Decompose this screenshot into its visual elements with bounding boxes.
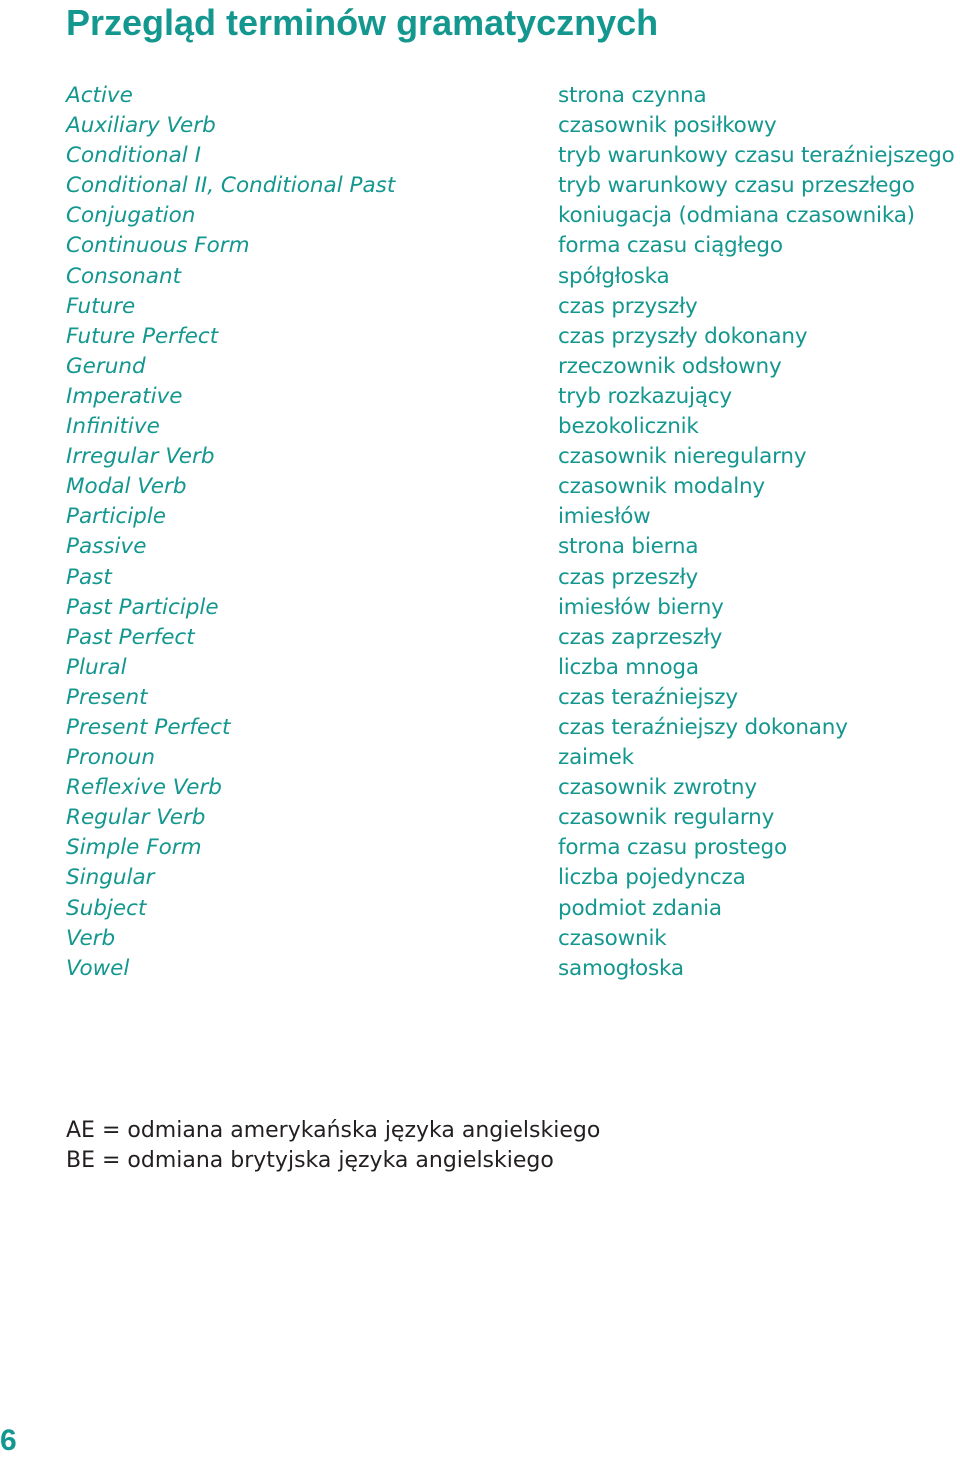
glossary-term-pl: strona bierna	[558, 534, 699, 560]
glossary-term-pl: podmiot zdania	[558, 895, 722, 921]
glossary-term-pl: liczba pojedyncza	[558, 865, 746, 891]
glossary-term-pl: tryb warunkowy czasu teraźniejszego	[558, 143, 955, 169]
glossary-term-en: Present	[66, 684, 148, 710]
glossary-term-en: Simple Form	[66, 835, 202, 861]
glossary-term-pl: forma czasu prostego	[558, 835, 787, 861]
abbreviation-notes	[66, 1116, 600, 1176]
glossary-term-pl: czas przyszły dokonany	[558, 323, 808, 349]
glossary-term-pl: forma czasu ciągłego	[558, 233, 783, 259]
glossary-term-en: Conditional I	[66, 143, 201, 169]
glossary-term-pl: liczba mnoga	[558, 654, 699, 680]
glossary-term-en: Reflexive Verb	[66, 775, 222, 801]
glossary-term-pl: czas przeszły	[558, 564, 699, 590]
glossary-term-en: Conjugation	[66, 203, 196, 229]
glossary-term-en: Modal Verb	[66, 474, 187, 500]
glossary-term-pl: imiesłów	[558, 504, 651, 530]
glossary-term-pl: czas teraźniejszy	[558, 684, 738, 710]
english-terms-list	[66, 81, 536, 984]
glossary-term-en: Irregular Verb	[66, 444, 215, 470]
page-number: 6	[0, 1424, 17, 1457]
glossary-term-pl: bezokolicznik	[558, 414, 699, 440]
glossary-term-en: Past Perfect	[66, 624, 195, 650]
glossary-term-en: Active	[66, 83, 133, 108]
glossary-term-en: Verb	[66, 925, 116, 951]
glossary-term-en: Regular Verb	[66, 805, 206, 831]
glossary-term-en: Present Perfect	[66, 714, 231, 740]
glossary-term-pl: imiesłów bierny	[558, 594, 724, 620]
glossary-term-pl: spółgłoska	[558, 263, 670, 289]
glossary-term-en: Future Perfect	[66, 323, 219, 349]
note-ae: AE = odmiana amerykańska języka angielskiego	[66, 1118, 601, 1143]
glossary-term-en: Consonant	[66, 263, 182, 289]
glossary-term-en: Future	[66, 293, 136, 319]
glossary-term-pl: czas teraźniejszy dokonany	[558, 714, 848, 740]
glossary-term-en: Past Participle	[66, 594, 219, 620]
note-be: BE = odmiana brytyjska języka angielskiego	[66, 1148, 554, 1174]
glossary-term-pl: zaimek	[558, 745, 634, 771]
glossary-term-pl: czas zaprzeszły	[558, 624, 723, 650]
glossary-term-en: Imperative	[66, 383, 183, 409]
glossary-term-pl: samogłoska	[558, 955, 684, 981]
polish-terms-list	[558, 81, 960, 984]
glossary-term-en: Infinitive	[66, 414, 160, 440]
glossary-term-pl: czasownik zwrotny	[558, 775, 757, 801]
glossary-term-en: Vowel	[66, 955, 130, 981]
glossary-term-pl: tryb rozkazujący	[558, 383, 732, 409]
glossary-term-pl: rzeczownik odsłowny	[558, 353, 782, 379]
glossary-term-pl: czasownik nieregularny	[558, 444, 807, 470]
glossary-term-pl: czasownik	[558, 925, 667, 951]
glossary-term-en: Plural	[66, 654, 127, 680]
glossary-term-pl: koniugacja (odmiana czasownika)	[558, 203, 915, 229]
glossary-term-en: Subject	[66, 895, 147, 921]
glossary-term-en: Auxiliary Verb	[66, 113, 216, 139]
page-title: Przegląd terminów gramatycznych	[66, 2, 659, 43]
glossary-term-pl: czasownik modalny	[558, 474, 765, 500]
glossary-term-en: Past	[66, 564, 112, 590]
glossary-term-pl: czasownik posiłkowy	[558, 113, 777, 139]
glossary-term-en: Participle	[66, 504, 167, 530]
glossary-term-en: Continuous Form	[66, 233, 250, 259]
glossary-term-en: Pronoun	[66, 745, 155, 771]
glossary-term-en: Passive	[66, 534, 147, 560]
glossary-term-pl: czas przyszły	[558, 293, 698, 319]
glossary-term-en: Gerund	[66, 353, 146, 379]
glossary-term-pl: strona czynna	[558, 83, 707, 108]
glossary-term-pl: czasownik regularny	[558, 805, 775, 831]
glossary-term-en: Singular	[66, 865, 155, 891]
glossary-term-en: Conditional II, Conditional Past	[66, 173, 396, 199]
glossary-term-pl: tryb warunkowy czasu przeszłego	[558, 173, 915, 199]
